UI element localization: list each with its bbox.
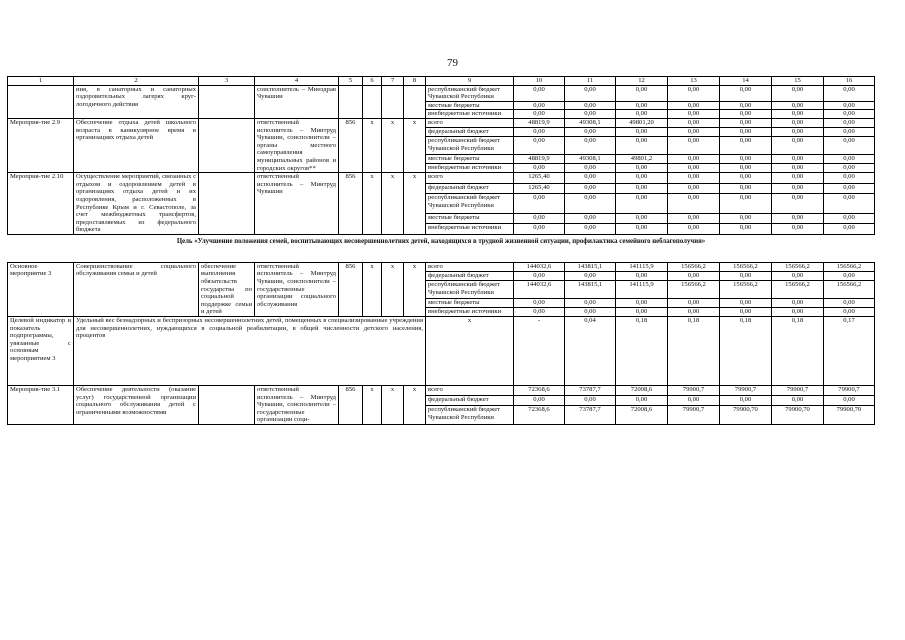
expense-group-code: x — [404, 386, 426, 425]
grbs-code: 856 — [339, 118, 363, 172]
amount: 0,00 — [565, 85, 616, 101]
event-code: Мероприя-тие 2.10 — [8, 173, 74, 235]
amount: 79900,7 — [668, 386, 720, 396]
amount: 0,00 — [514, 137, 565, 154]
amount: 0,00 — [616, 137, 668, 154]
amount: 0,00 — [565, 163, 616, 172]
goal-row — [8, 234, 875, 262]
amount: 0,00 — [772, 298, 824, 307]
col-header: 6 — [363, 77, 382, 86]
amount: 0,00 — [824, 224, 875, 235]
amount: 143815,1 — [565, 262, 616, 271]
amount: 0,00 — [824, 128, 875, 137]
amount: 0,00 — [514, 101, 565, 110]
amount: 156566,2 — [824, 281, 875, 298]
amount: 0,00 — [720, 396, 772, 406]
target-article-code: x — [382, 386, 404, 425]
amount: 49308,1 — [565, 154, 616, 163]
amount: 0,00 — [616, 272, 668, 281]
col-header: 8 — [404, 77, 426, 86]
target-article-code: x — [382, 118, 404, 172]
col-header: 3 — [199, 77, 255, 86]
amount: 0,00 — [565, 194, 616, 214]
amount: 0,00 — [772, 396, 824, 406]
amount: 72368,6 — [514, 406, 565, 425]
expense-group-code — [404, 85, 426, 118]
amount: 79900,7 — [824, 386, 875, 396]
funding-source: федеральный бюджет — [426, 183, 514, 193]
col-header: 9 — [426, 77, 514, 86]
amount: 144032,6 — [514, 281, 565, 298]
col-header: 7 — [382, 77, 404, 86]
amount: 141115,9 — [616, 262, 668, 271]
amount: 79900,7 — [668, 406, 720, 425]
amount: 0,00 — [772, 224, 824, 235]
amount: 0,00 — [720, 128, 772, 137]
amount: 0,00 — [772, 213, 824, 223]
event-goal — [199, 173, 255, 235]
expense-group-code: x — [404, 262, 426, 316]
indicator-source: x — [426, 317, 514, 386]
amount: 1265,40 — [514, 173, 565, 183]
amount: 0,00 — [668, 173, 720, 183]
amount: 156566,2 — [772, 262, 824, 271]
funding-source: федеральный бюджет — [426, 396, 514, 406]
amount: 0,00 — [668, 110, 720, 119]
indicator-value: 0,17 — [824, 317, 875, 386]
amount: 49801,2 — [616, 154, 668, 163]
amount: 0,00 — [772, 272, 824, 281]
section-code: x — [363, 386, 382, 425]
grbs-code: 856 — [339, 173, 363, 235]
amount: 0,00 — [720, 298, 772, 307]
amount: 0,00 — [720, 163, 772, 172]
event-description: Осуществление мероприятий, связанных с отдыхом и оздоровлением детей в организациях отдыха детей и их оздоровления, расположенных в Республике Крым и г. Севастополе, за счет межбюджетных трансфертов, предоставляемых из федерального бюджета — [74, 173, 199, 235]
event-code: Мероприя-тие 2.9 — [8, 118, 74, 172]
amount: 0,00 — [668, 307, 720, 316]
section-code: x — [363, 262, 382, 316]
indicator-row — [8, 317, 875, 386]
amount: 156566,2 — [720, 281, 772, 298]
target-article-code: x — [382, 173, 404, 235]
event-goal: обеспечение выполнения обязательств государства по социальной поддержке семьи и детей — [199, 262, 255, 316]
amount: 0,00 — [772, 110, 824, 119]
amount: 79900,70 — [772, 406, 824, 425]
col-header: 2 — [74, 77, 199, 86]
amount: 1265,40 — [514, 183, 565, 193]
event-goal — [199, 85, 255, 118]
amount: 0,00 — [668, 85, 720, 101]
amount: 0,00 — [720, 173, 772, 183]
amount: 0,00 — [720, 272, 772, 281]
amount: 0,00 — [616, 307, 668, 316]
indicator-value: 0,04 — [565, 317, 616, 386]
amount: 143815,1 — [565, 281, 616, 298]
amount: 0,00 — [616, 298, 668, 307]
amount: 156566,2 — [668, 262, 720, 271]
page-number: 79 — [447, 57, 458, 69]
funding-source: местные бюджеты — [426, 213, 514, 223]
amount: 0,00 — [514, 194, 565, 214]
amount: 141115,9 — [616, 281, 668, 298]
amount: 144032,6 — [514, 262, 565, 271]
amount: 0,00 — [720, 101, 772, 110]
amount: 0,00 — [772, 183, 824, 193]
amount: 0,00 — [616, 173, 668, 183]
amount: 0,00 — [514, 85, 565, 101]
amount: 0,00 — [772, 101, 824, 110]
funding-source: местные бюджеты — [426, 101, 514, 110]
section-code — [363, 85, 382, 118]
amount: 0,00 — [824, 272, 875, 281]
target-article-code — [382, 85, 404, 118]
amount: 73787,7 — [565, 406, 616, 425]
amount: 0,00 — [616, 101, 668, 110]
column-number-row — [8, 77, 875, 86]
amount: 72008,6 — [616, 406, 668, 425]
amount: 0,00 — [824, 183, 875, 193]
amount: 48819,9 — [514, 154, 565, 163]
funding-source: республиканский бюджет Чувашской Республики — [426, 406, 514, 425]
funding-source: внебюджетные источники — [426, 307, 514, 316]
amount: 73787,7 — [565, 386, 616, 396]
amount: 0,00 — [772, 154, 824, 163]
amount: 0,00 — [565, 307, 616, 316]
amount: 0,00 — [824, 163, 875, 172]
amount: 0,00 — [514, 396, 565, 406]
amount: 0,00 — [720, 307, 772, 316]
amount: 0,00 — [668, 163, 720, 172]
amount: 0,00 — [824, 307, 875, 316]
amount: 79900,70 — [824, 406, 875, 425]
budget-table — [7, 76, 875, 425]
amount: 0,00 — [720, 213, 772, 223]
amount: 0,00 — [668, 128, 720, 137]
col-header: 15 — [772, 77, 824, 86]
amount: 0,00 — [616, 163, 668, 172]
amount: 0,00 — [772, 307, 824, 316]
amount: 0,00 — [616, 85, 668, 101]
expense-group-code: x — [404, 173, 426, 235]
amount: 0,00 — [565, 396, 616, 406]
event-code: Мероприя-тие 3.1 — [8, 386, 74, 425]
amount: 0,00 — [772, 194, 824, 214]
amount: 0,00 — [824, 298, 875, 307]
amount: 72008,6 — [616, 386, 668, 396]
col-header: 5 — [339, 77, 363, 86]
indicator-value: 0,18 — [772, 317, 824, 386]
amount: 0,00 — [514, 110, 565, 119]
expense-group-code: x — [404, 118, 426, 172]
indicator-value: 0,18 — [616, 317, 668, 386]
amount: 49308,1 — [565, 118, 616, 127]
amount: 0,00 — [668, 154, 720, 163]
amount: 0,00 — [824, 101, 875, 110]
target-article-code: x — [382, 262, 404, 316]
amount: 0,00 — [668, 194, 720, 214]
funding-source: республиканский бюджет Чувашской Республики — [426, 281, 514, 298]
amount: 0,00 — [565, 224, 616, 235]
amount: 0,00 — [720, 224, 772, 235]
amount: 49801,20 — [616, 118, 668, 127]
col-header: 4 — [255, 77, 339, 86]
amount: 79900,70 — [720, 406, 772, 425]
amount: 0,00 — [565, 110, 616, 119]
amount: 0,00 — [616, 183, 668, 193]
funding-source: республиканский бюджет Чувашской Республики — [426, 137, 514, 154]
amount: 0,00 — [824, 118, 875, 127]
event-executor: соисполнитель – Минздрав Чувашии — [255, 85, 339, 118]
col-header: 16 — [824, 77, 875, 86]
funding-source: всего — [426, 173, 514, 183]
grbs-code: 856 — [339, 262, 363, 316]
amount: 0,00 — [824, 213, 875, 223]
amount: 0,00 — [616, 224, 668, 235]
grbs-code: 856 — [339, 386, 363, 425]
amount: 0,00 — [616, 396, 668, 406]
event-code: Основное мероприятие 3 — [8, 262, 74, 316]
amount: 0,00 — [824, 154, 875, 163]
table-row — [8, 118, 875, 127]
col-header: 10 — [514, 77, 565, 86]
amount: 0,00 — [824, 85, 875, 101]
col-header: 13 — [668, 77, 720, 86]
amount: 0,00 — [668, 298, 720, 307]
funding-source: федеральный бюджет — [426, 272, 514, 281]
amount: 0,00 — [720, 194, 772, 214]
amount: 0,00 — [668, 118, 720, 127]
event-description: Обеспечение деятельности (оказание услуг) государственной организации социального обслуживания детей с ограниченными возможностями — [74, 386, 199, 425]
amount: 0,00 — [668, 396, 720, 406]
funding-source: республиканский бюджет Чувашской Республики — [426, 194, 514, 214]
amount: 0,00 — [720, 154, 772, 163]
funding-source: федеральный бюджет — [426, 128, 514, 137]
amount: 0,00 — [565, 272, 616, 281]
indicator-text: Удельный вес безнадзорных и беспризорных несовершеннолетних детей, помещенных в специализированные учреждения для несовершеннолетних, нуждающихся в социальной реабилитации, в общей численности детского населения, процентов — [74, 317, 426, 386]
amount: 72368,6 — [514, 386, 565, 396]
funding-source: всего — [426, 262, 514, 271]
amount: 0,00 — [514, 307, 565, 316]
amount: 0,00 — [824, 110, 875, 119]
amount: 0,00 — [616, 110, 668, 119]
event-executor: ответственный исполнитель – Минтруд Чувашии, соисполнители – государственные организации соци- — [255, 386, 339, 425]
amount: 0,00 — [514, 298, 565, 307]
amount: 0,00 — [514, 272, 565, 281]
indicator-label: Целевой индикатор и показатель подпрограммы, увязанные с основным мероприятием 3 — [8, 317, 74, 386]
amount: 0,00 — [668, 137, 720, 154]
amount: 0,00 — [616, 194, 668, 214]
event-code-cell — [8, 85, 74, 118]
amount: 79900,7 — [720, 386, 772, 396]
amount: 0,00 — [514, 128, 565, 137]
amount: 0,00 — [514, 213, 565, 223]
amount: 156566,2 — [824, 262, 875, 271]
event-description: Обеспечение отдыха детей школьного возраста в каникулярное время в организациях отдыха детей — [74, 118, 199, 172]
funding-source: республиканский бюджет Чувашской Республики — [426, 85, 514, 101]
table-row — [8, 262, 875, 271]
col-header: 11 — [565, 77, 616, 86]
amount: 0,00 — [772, 163, 824, 172]
amount: 0,00 — [514, 163, 565, 172]
amount: 0,00 — [720, 85, 772, 101]
table-row — [8, 173, 875, 183]
amount: 156566,2 — [668, 281, 720, 298]
event-goal — [199, 386, 255, 425]
amount: 0,00 — [565, 101, 616, 110]
amount: 0,00 — [824, 396, 875, 406]
col-header: 12 — [616, 77, 668, 86]
amount: 79900,7 — [772, 386, 824, 396]
goal-title: Цель «Улучшение положения семей, воспитывающих несовершеннолетних детей, находящихся в трудной жизненной ситуации, профилактика семейного неблагополучия» — [8, 234, 875, 262]
section-code: x — [363, 118, 382, 172]
amount: 0,00 — [668, 213, 720, 223]
amount: 0,00 — [772, 137, 824, 154]
funding-source: местные бюджеты — [426, 154, 514, 163]
grbs-code — [339, 85, 363, 118]
event-executor: ответственный исполнитель – Минтруд Чувашии — [255, 173, 339, 235]
amount: 0,00 — [565, 173, 616, 183]
table-row — [8, 85, 875, 101]
amount: 0,00 — [720, 110, 772, 119]
funding-source: местные бюджеты — [426, 298, 514, 307]
event-description: Совершенствование социального обслуживания семьи и детей — [74, 262, 199, 316]
event-goal — [199, 118, 255, 172]
amount: 0,00 — [668, 272, 720, 281]
amount: 0,00 — [824, 194, 875, 214]
table-row — [8, 386, 875, 396]
amount: 0,00 — [616, 128, 668, 137]
section-code: x — [363, 173, 382, 235]
amount: 0,00 — [616, 213, 668, 223]
col-header: 1 — [8, 77, 74, 86]
amount: 0,00 — [565, 128, 616, 137]
funding-source: внебюджетные источники — [426, 163, 514, 172]
amount: 0,00 — [772, 128, 824, 137]
indicator-value: 0,18 — [668, 317, 720, 386]
amount: 0,00 — [720, 137, 772, 154]
amount: 0,00 — [668, 224, 720, 235]
indicator-value: 0,18 — [720, 317, 772, 386]
amount: 0,00 — [565, 183, 616, 193]
funding-source: внебюджетные источники — [426, 224, 514, 235]
col-header: 14 — [720, 77, 772, 86]
amount: 0,00 — [824, 173, 875, 183]
amount: 0,00 — [668, 101, 720, 110]
amount: 0,00 — [824, 137, 875, 154]
amount: 0,00 — [565, 298, 616, 307]
amount: 0,00 — [565, 213, 616, 223]
amount: 0,00 — [772, 173, 824, 183]
amount: 0,00 — [720, 118, 772, 127]
event-executor: ответственный исполнитель – Минтруд Чувашии, соисполнители – государственные организации социального обслуживания — [255, 262, 339, 316]
event-executor: ответственный исполнитель – Минтруд Чувашии, соисполнители – органы местного самоуправления муниципальных районов и городских округов** — [255, 118, 339, 172]
amount: 0,00 — [565, 137, 616, 154]
amount: 0,00 — [720, 183, 772, 193]
amount: 156566,2 — [720, 262, 772, 271]
amount: 48819,9 — [514, 118, 565, 127]
funding-source: внебюджетные источники — [426, 110, 514, 119]
amount: 0,00 — [772, 118, 824, 127]
amount: 156566,2 — [772, 281, 824, 298]
indicator-value: - — [514, 317, 565, 386]
funding-source: всего — [426, 118, 514, 127]
amount: 0,00 — [668, 183, 720, 193]
funding-source: всего — [426, 386, 514, 396]
amount: 0,00 — [514, 224, 565, 235]
amount: 0,00 — [772, 85, 824, 101]
event-description: ния, в санаторных и санаторных оздоровительных лагерях круг-логодичного действия — [74, 85, 199, 118]
